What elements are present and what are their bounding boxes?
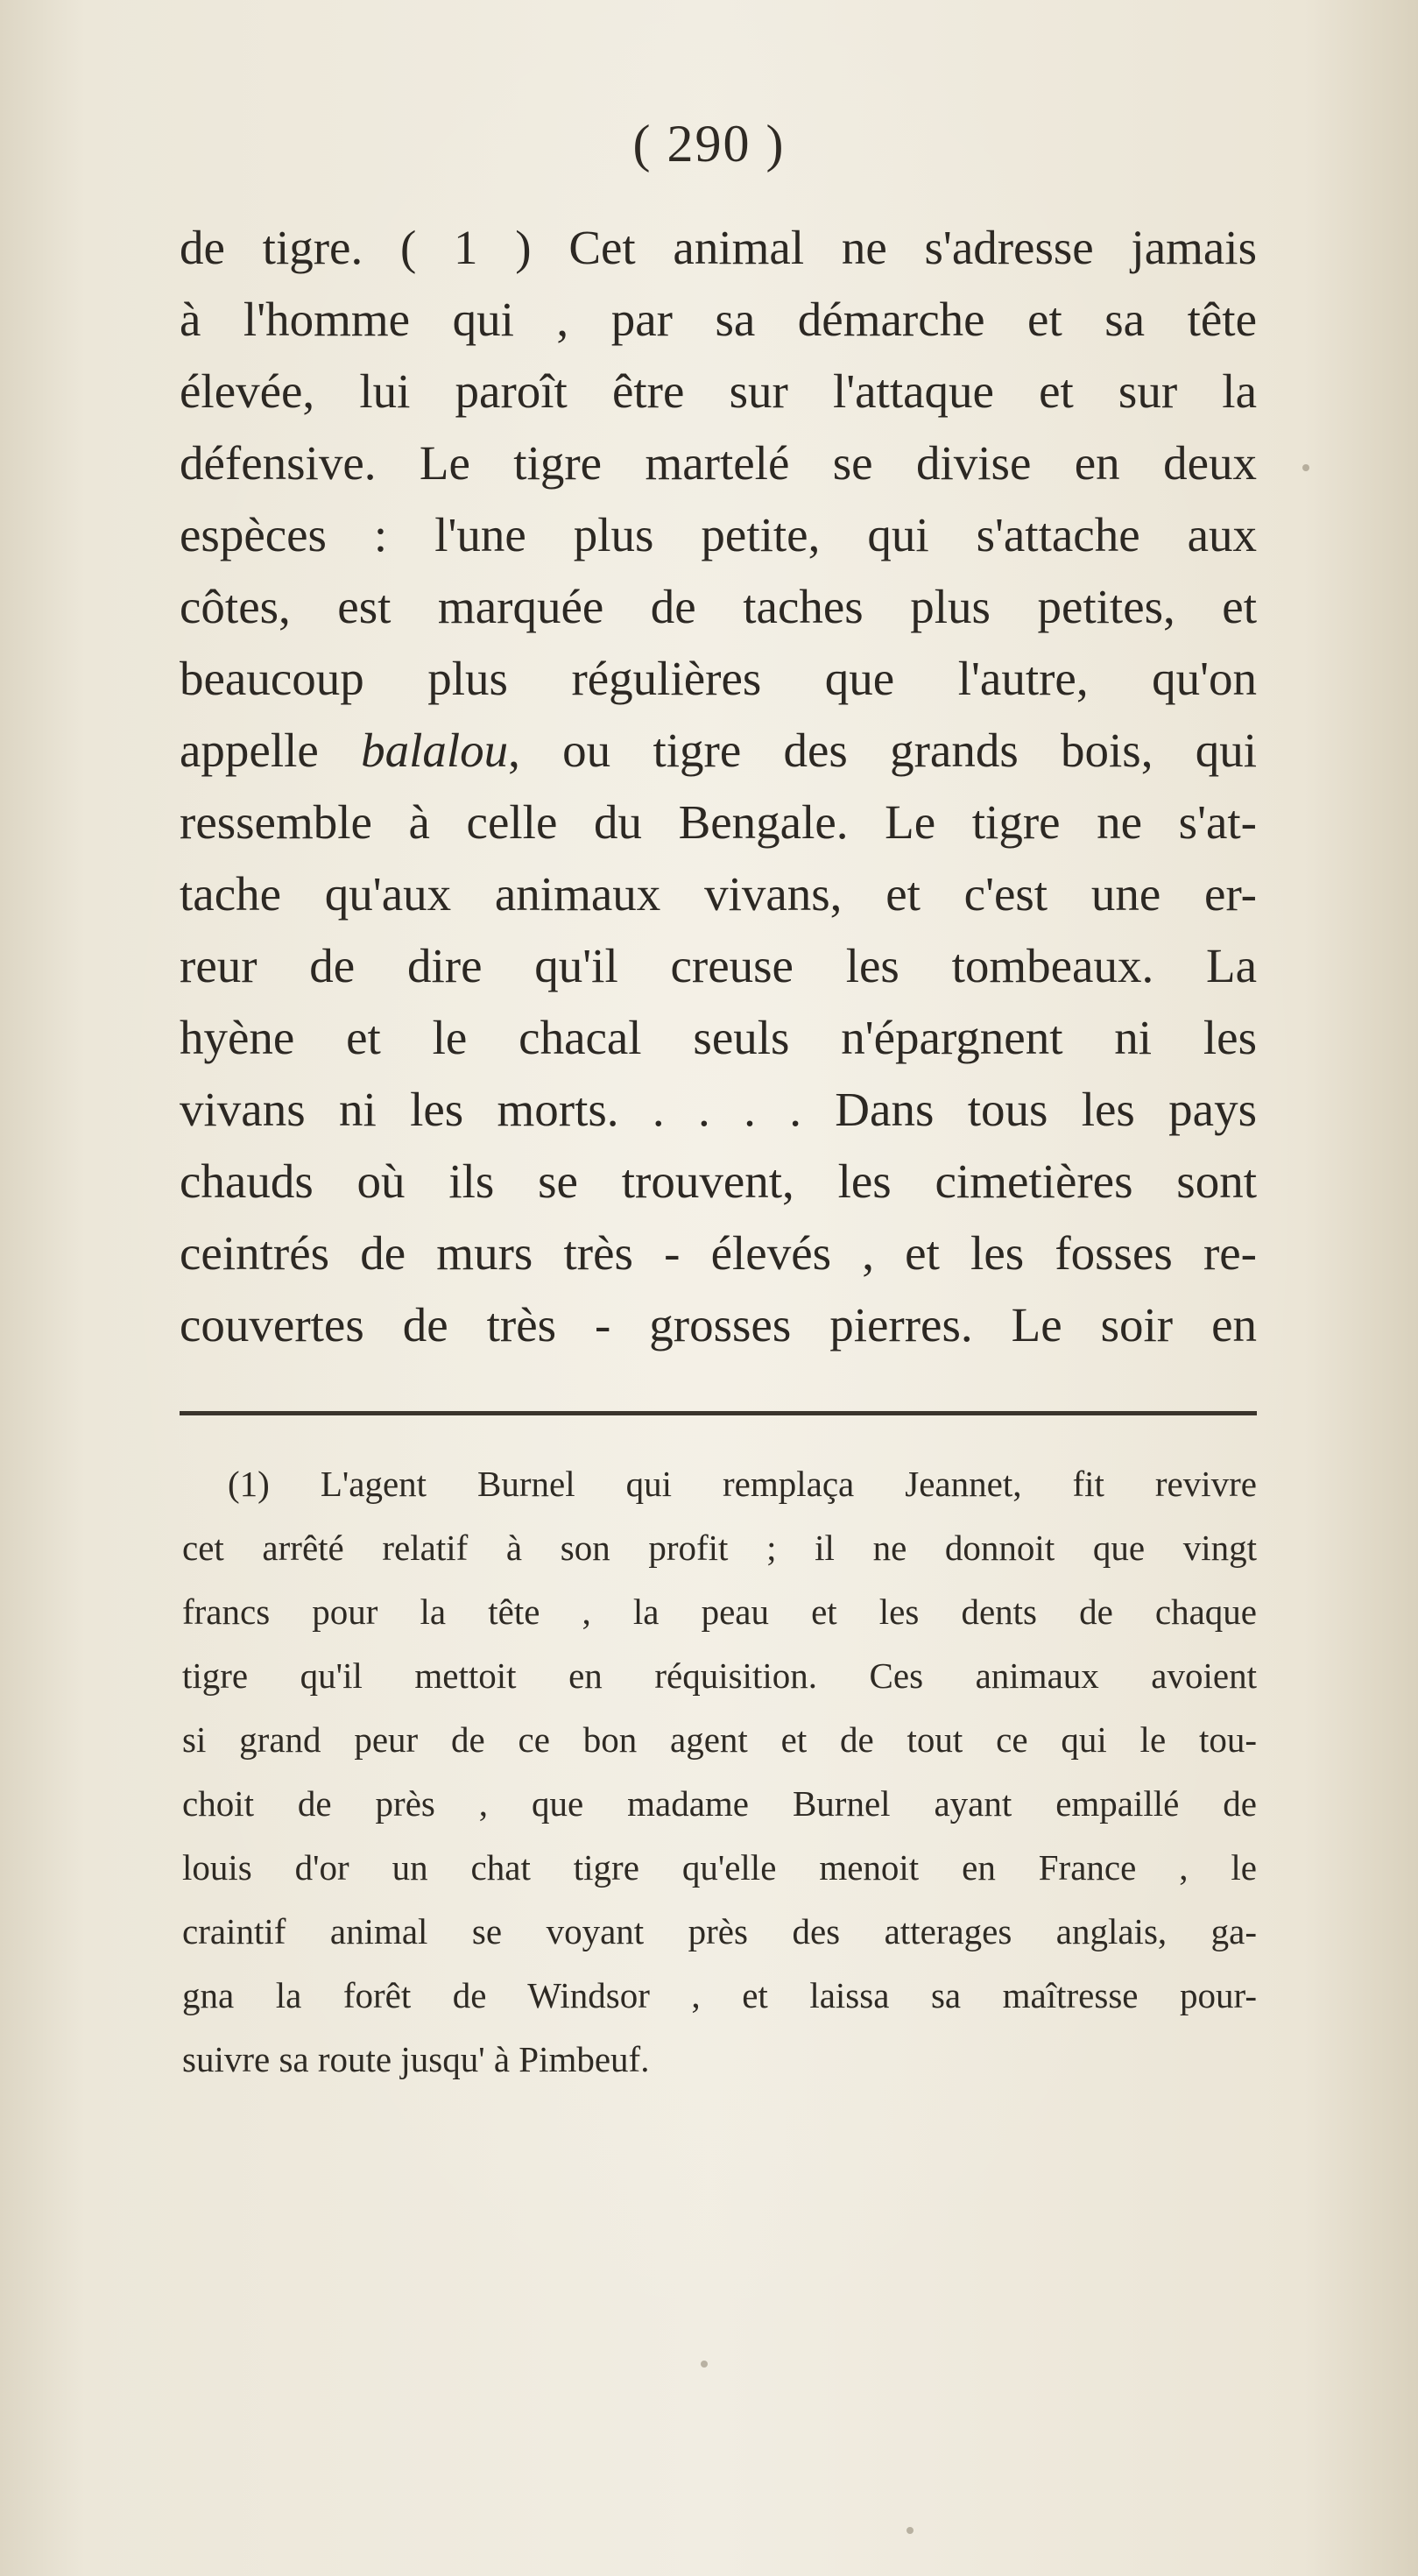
footnote — [182, 1452, 1257, 2092]
footnote-line-6: choit de près , que madame Burnel ayant empaillé de — [182, 1783, 1257, 1824]
text-line-11: reur de dire qu'il creuse les tombeaux. La — [180, 939, 1257, 992]
footnote-line-8: craintif animal se voyant près des atterages anglais, ga- — [182, 1911, 1257, 1951]
text-line-9: ressemble à celle du Bengale. Le tigre ne s'at- — [180, 795, 1257, 849]
footnote-separator-rule — [180, 1411, 1257, 1415]
footnote-line-7: louis d'or un chat tigre qu'elle menoit en France , le — [182, 1847, 1257, 1888]
footnote-line-9: gna la forêt de Windsor , et laissa sa maîtresse pour- — [182, 1975, 1257, 2015]
paper-speck — [907, 2527, 914, 2534]
footnote-line-2: cet arrêté relatif à son profit ; il ne donnoit que vingt — [182, 1528, 1257, 1568]
main-text — [180, 212, 1257, 1361]
text-line-5: espèces : l'une plus petite, qui s'attache aux — [180, 508, 1257, 561]
text-line-6: côtes, est marquée de taches plus petites, et — [180, 580, 1257, 633]
paper-speck — [1302, 464, 1309, 471]
text-line-10: tache qu'aux animaux vivans, et c'est une er- — [180, 867, 1257, 921]
text-line-15: ceintrés de murs très - élevés , et les fosses re- — [180, 1226, 1257, 1280]
text-line-12: hyène et le chacal seuls n'épargnent ni les — [180, 1011, 1257, 1064]
text-line-14: chauds où ils se trouvent, les cimetières sont — [180, 1154, 1257, 1208]
page-number: ( 290 ) — [632, 115, 786, 173]
text-line-13: vivans ni les morts. . . . . Dans tous les pays — [180, 1083, 1257, 1136]
footnote-line-5: si grand peur de ce bon agent et de tout ce qui le tou- — [182, 1719, 1257, 1760]
text-line-3: élevée, lui paroît être sur l'attaque et sur la — [180, 364, 1257, 418]
text-line-4: défensive. Le tigre martelé se divise en deux — [180, 436, 1257, 490]
text-line-7: beaucoup plus régulières que l'autre, qu'on — [180, 652, 1257, 705]
text-line-8-start: appelle — [180, 723, 362, 777]
paper-speck — [701, 2361, 708, 2368]
text-line-8-end: , ou tigre des grands bois, qui — [508, 723, 1258, 777]
text-line-16: couvertes de très - grosses pierres. Le soir en — [180, 1298, 1257, 1352]
footnote-line-3: francs pour la tête , la peau et les dents de chaque — [182, 1591, 1257, 1632]
text-line-2: à l'homme qui , par sa démarche et sa tête — [180, 293, 1257, 346]
footnote-line-4: tigre qu'il mettoit en réquisition. Ces animaux avoient — [182, 1655, 1257, 1696]
text-line-8 — [180, 715, 1257, 787]
text-line-1: de tigre. ( 1 ) Cet animal ne s'adresse jamais — [180, 221, 1257, 274]
italic-word-balalou: balalou — [361, 723, 509, 777]
footnote-line-1: (1) L'agent Burnel qui remplaça Jeannet, fit revivre — [228, 1464, 1257, 1504]
footnote-line-10: suivre sa route jusqu' à Pimbeuf. — [182, 2039, 650, 2079]
